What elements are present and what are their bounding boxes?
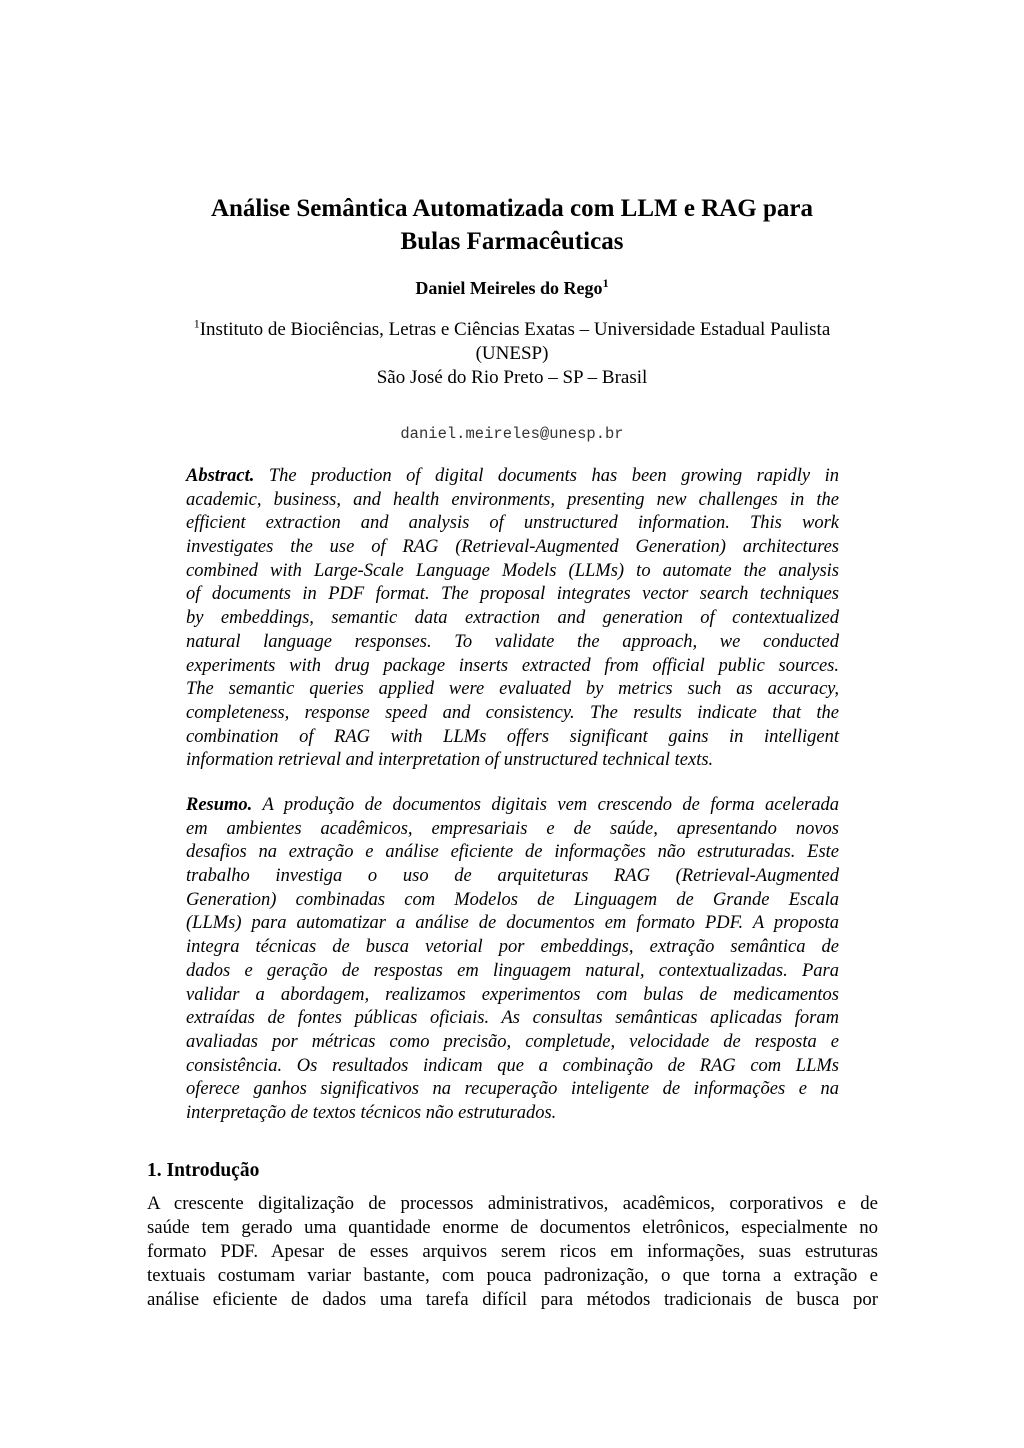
abstract-label: Abstract.	[186, 466, 255, 486]
abstract-line: The semantic queries applied were evaluated by metrics such as accuracy,	[186, 679, 839, 700]
introduction-line: saúde tem gerado uma quantidade enorme de documentos eletrônicos, especialmente no	[147, 1217, 878, 1238]
resumo-line: extraídas de fontes públicas oficiais. As consultas semânticas aplicadas foram	[186, 1008, 839, 1029]
introduction-line: formato PDF. Apesar de esses arquivos serem ricos em informações, suas estruturas	[147, 1241, 878, 1262]
abstract	[186, 465, 839, 773]
resumo-line: (LLMs) para automatizar a análise de documentos em formato PDF. A proposta	[186, 913, 839, 934]
author-affiliation-mark: 1	[602, 276, 609, 290]
abstract-line: combination of RAG with LLMs offers significant gains in intelligent	[186, 726, 839, 747]
abstract-line: experiments with drug package inserts extracted from official public sources.	[186, 655, 839, 676]
resumo-line: oferece ganhos significativos na recuperação inteligente de informações e na	[186, 1079, 839, 1100]
abstract-line: natural language responses. To validate the approach, we conducted	[186, 631, 839, 652]
abstract-line: investigates the use of RAG (Retrieval-Augmented Generation) architectures	[186, 537, 839, 558]
introduction-line: A crescente digitalização de processos administrativos, acadêmicos, corporativos e de	[147, 1193, 878, 1214]
resumo-line: dados e geração de respostas em linguagem natural, contextualizadas. Para	[186, 960, 839, 981]
resumo-line: avaliadas por métricas como precisão, completude, velocidade de resposta e	[186, 1031, 839, 1052]
resumo-line	[186, 794, 839, 818]
introduction-body	[147, 1192, 878, 1312]
paper-title	[120, 192, 904, 258]
introduction-line: análise eficiente de dados uma tarefa difícil para métodos tradicionais de busca por	[147, 1289, 878, 1310]
abstract-line: academic, business, and health environments, presenting new challenges in the	[186, 489, 839, 510]
resumo-label: Resumo.	[186, 795, 253, 815]
author-name: Daniel Meireles do Rego	[415, 278, 603, 298]
affiliation-mark: 1	[193, 316, 200, 331]
affiliation-location: São José do Rio Preto – SP – Brasil	[376, 367, 648, 388]
abstract-line: completeness, response speed and consistency. The results indicate that the	[186, 702, 839, 723]
resumo-line: validar a abordagem, realizamos experimentos com bulas de medicamentos	[186, 984, 839, 1005]
author-email: daniel.meireles@unesp.br	[400, 425, 624, 443]
abstract-line: information retrieval and interpretation of unstructured technical texts.	[186, 750, 714, 771]
resumo-line: integra técnicas de busca vetorial por embeddings, extração semântica de	[186, 937, 839, 958]
introduction-line: textuais costumam variar bastante, com pouca padronização, o que torna a extração e	[147, 1265, 878, 1286]
abstract-line: by embeddings, semantic data extraction and generation of contextualized	[186, 608, 839, 629]
author	[0, 276, 1024, 300]
resumo	[186, 794, 839, 1126]
affiliation	[100, 318, 924, 390]
affiliation-acronym: (UNESP)	[475, 343, 549, 364]
resumo-line: interpretação de textos técnicos não estruturados.	[186, 1102, 557, 1123]
resumo-line: desafios na extração e análise eficiente de informações não estruturadas. Este	[186, 842, 839, 863]
abstract-text: The production of digital documents has been growing rapidly in	[268, 466, 839, 486]
abstract-line: combined with Large-Scale Language Models (LLMs) to automate the analysis	[186, 560, 839, 581]
resumo-line: trabalho investiga o uso de arquiteturas RAG (Retrieval-Augmented	[186, 866, 839, 887]
resumo-line: consistência. Os resultados indicam que a combinação de RAG com LLMs	[186, 1055, 839, 1076]
abstract-line	[186, 465, 839, 489]
title-line-1: Análise Semântica Automatizada com LLM e RAG para	[210, 195, 814, 222]
resumo-text: A produção de documentos digitais vem crescendo de forma acelerada	[262, 795, 839, 815]
affiliation-institution: Instituto de Biociências, Letras e Ciências Exatas – Universidade Estadual Paulista	[199, 319, 831, 340]
title-line-2: Bulas Farmacêuticas	[400, 228, 624, 255]
abstract-line: efficient extraction and analysis of unstructured information. This work	[186, 513, 839, 534]
section-heading-introduction: 1. Introdução	[147, 1160, 260, 1181]
abstract-line: of documents in PDF format. The proposal integrates vector search techniques	[186, 584, 839, 605]
resumo-line: Generation) combinadas com Modelos de Linguagem de Grande Escala	[186, 889, 839, 910]
resumo-line: em ambientes acadêmicos, empresariais e de saúde, apresentando novos	[186, 818, 839, 839]
